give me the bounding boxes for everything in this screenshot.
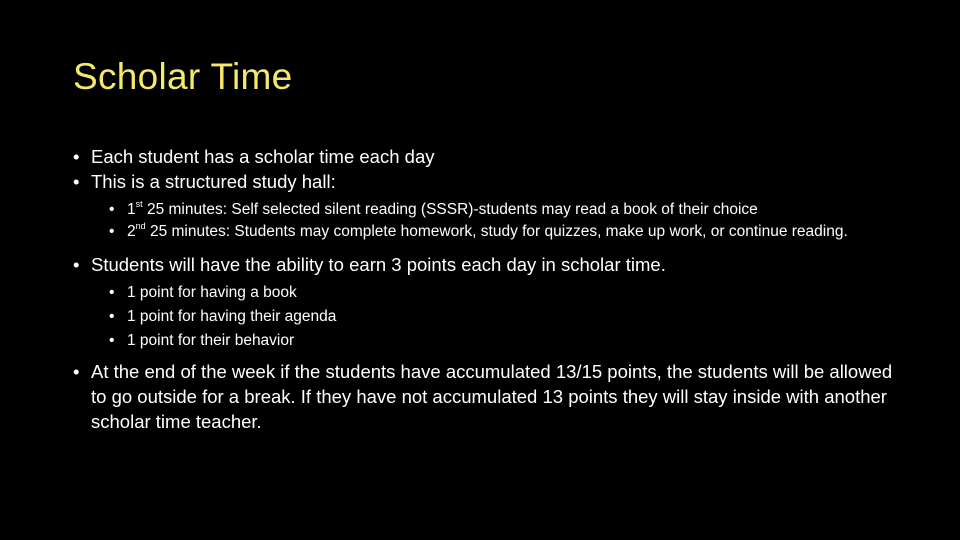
ordinal-suffix: st <box>135 198 143 209</box>
sub-bullet-text: 1 point for having their agenda <box>127 308 337 325</box>
bullet-icon: • <box>109 284 115 301</box>
bullet-icon: • <box>109 201 115 218</box>
sub-bullet-text: 1 point for their behavior <box>127 332 295 349</box>
bullet-icon: • <box>73 146 80 167</box>
bullet-icon: • <box>109 223 115 240</box>
sub-bullet-item <box>73 305 893 329</box>
bullet-icon: • <box>73 254 80 275</box>
bullet-item <box>73 359 893 434</box>
sub-bullet-text: 25 minutes: Self selected silent reading (SSSR)-students may read a book of their choice <box>142 201 758 218</box>
bullet-icon: • <box>73 171 80 192</box>
ordinal-number: 1 <box>127 201 136 218</box>
ordinal-suffix: nd <box>135 220 146 231</box>
sub-bullet-text: 1 point for having a book <box>127 284 297 301</box>
bullet-item <box>73 144 893 169</box>
sub-bullet-item <box>73 281 893 305</box>
sub-bullet-item <box>73 329 893 353</box>
slide-title: Scholar Time <box>73 56 293 97</box>
bullet-text: At the end of the week if the students have accumulated 13/15 points, the students will be allowed to go outside for a break. If they have not accumulated 13 points they will stay inside with another scholar time teacher. <box>91 361 893 432</box>
bullet-item <box>73 169 893 194</box>
sub-bullet-text: 25 minutes: Students may complete homework, study for quizzes, make up work, or continue reading. <box>145 223 848 240</box>
bullet-icon: • <box>73 361 80 382</box>
bullet-text: This is a structured study hall: <box>91 171 336 192</box>
bullet-icon: • <box>109 308 115 325</box>
sub-bullet-item <box>73 222 893 242</box>
slide-content <box>73 144 893 434</box>
sub-bullet-item <box>73 198 893 222</box>
bullet-icon: • <box>109 332 115 349</box>
bullet-text: Each student has a scholar time each day <box>91 146 435 167</box>
bullet-text: Students will have the ability to earn 3 points each day in scholar time. <box>91 254 666 275</box>
bullet-item <box>73 252 893 277</box>
ordinal-number: 2 <box>127 223 136 240</box>
